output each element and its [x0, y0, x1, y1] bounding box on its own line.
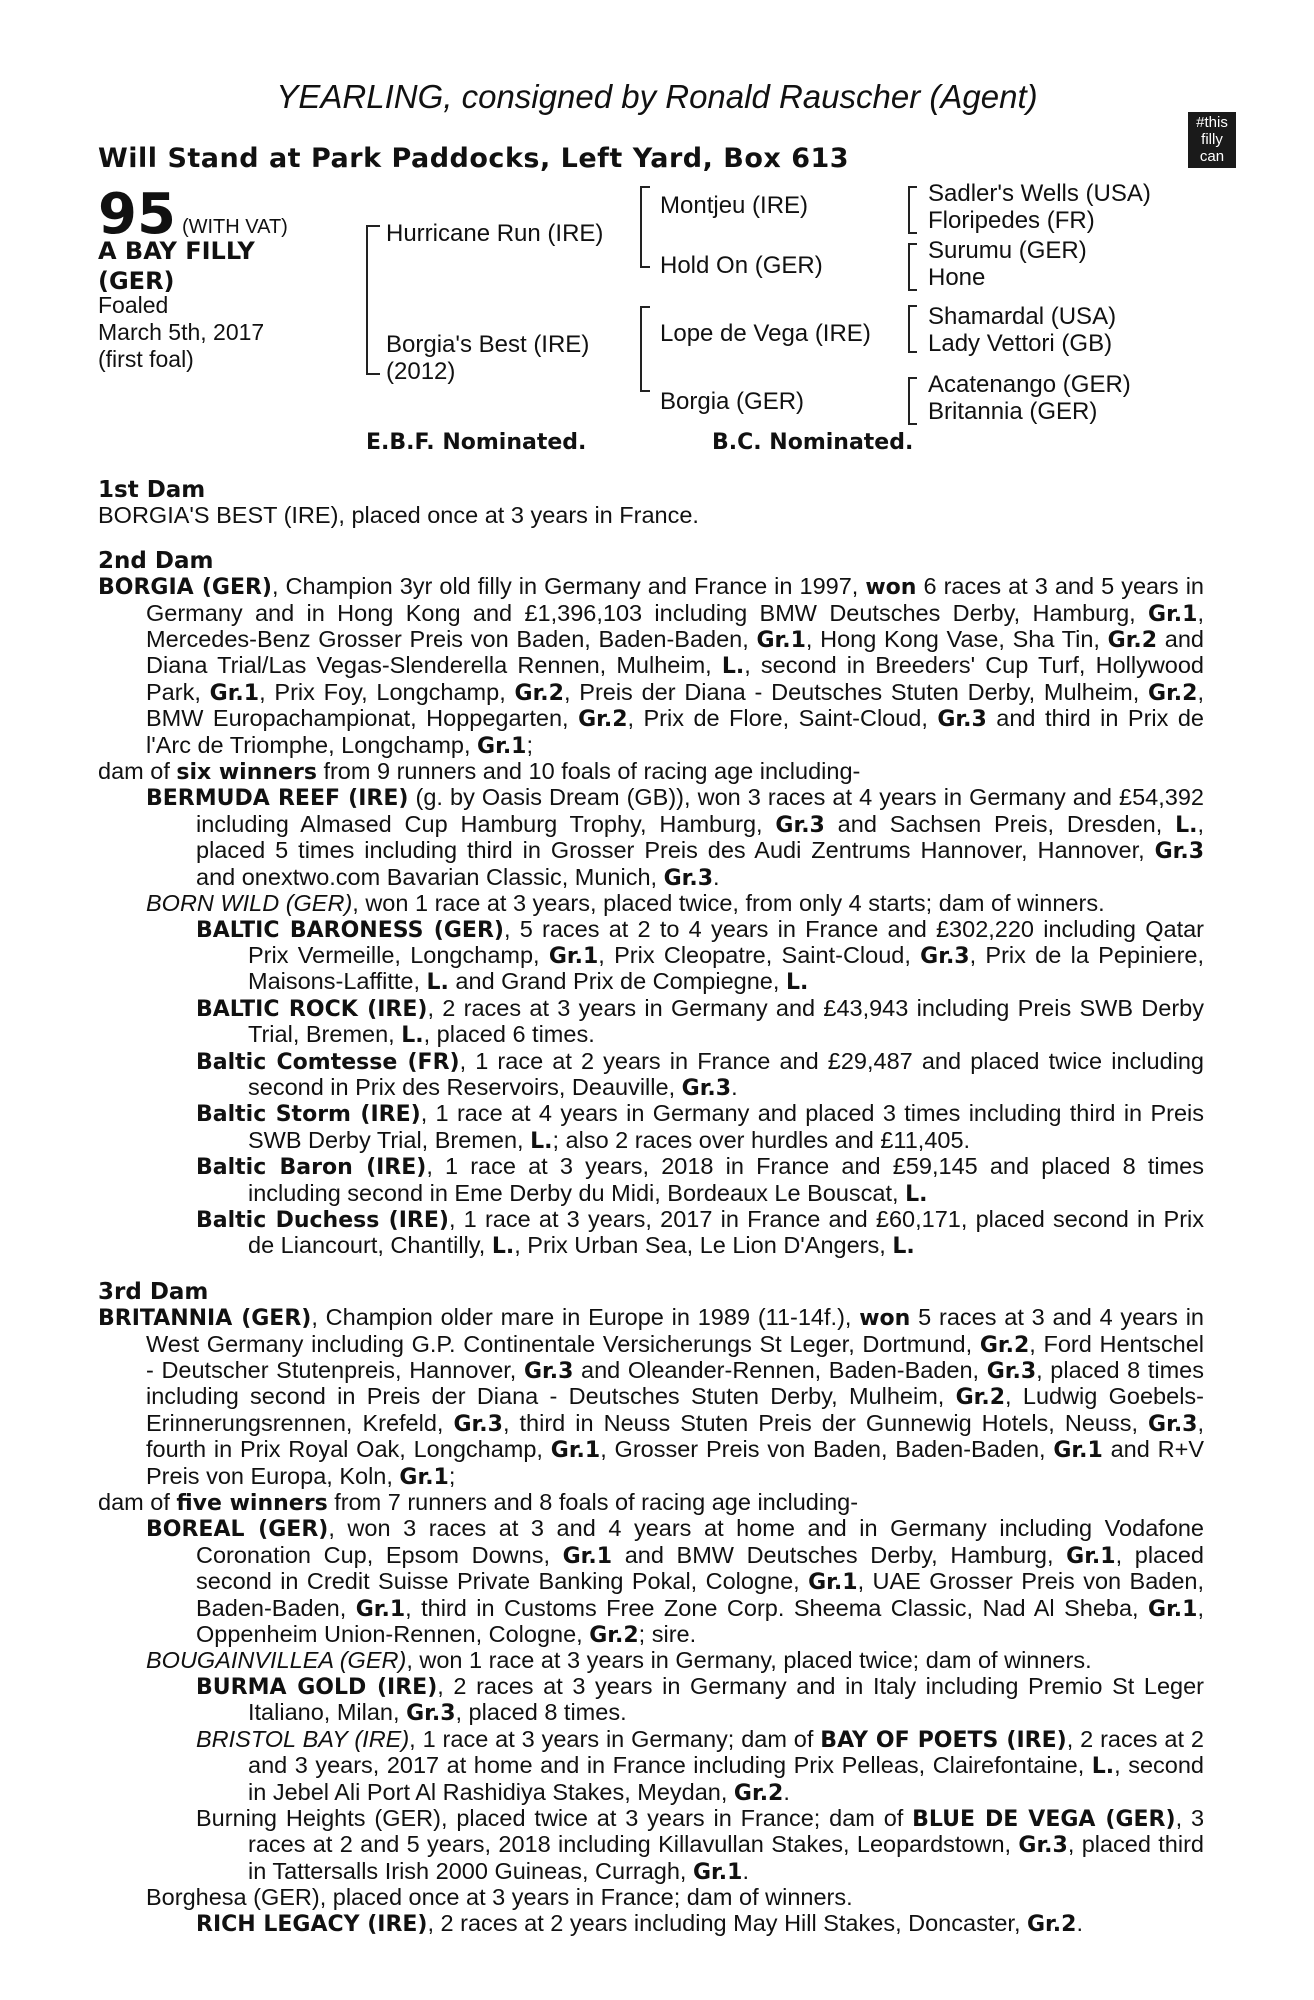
- dam-sire: Lope de Vega (IRE): [660, 320, 871, 347]
- pedigree-notes: [98, 478, 1204, 1937]
- this-filly-can-logo: #this filly can: [1188, 112, 1236, 168]
- progeny-entry: BORN WILD (GER), won 1 race at 3 years, placed twice, from only 4 starts; dam of winners.: [146, 890, 1105, 917]
- pedigree-brace-1: [366, 225, 380, 375]
- progeny-entry: BALTIC ROCK (IRE), 2 races at 3 years in Germany and £43,943 including Preis SWB Derby Trial, Bremen, L., placed 6 times.: [196, 994, 1204, 1049]
- third-dam-dam-of: dam of five winners from 7 runners and 8 foals of racing age including-: [98, 1489, 859, 1517]
- progeny-entry: Burning Heights (GER), placed twice at 3 years in France; dam of BLUE DE VEGA (GER), 3 races at 2 and 5 years, 2018 including Killavullan Stakes, Leopardstown, Gr.3, placed third in Tattersalls Irish 2000 Guineas, Curragh, Gr.1.: [196, 1804, 1205, 1885]
- sire-dam-sire: Surumu (GER): [928, 237, 1087, 264]
- pedigree-brace-2b: [640, 306, 650, 392]
- progeny-entry: Baltic Storm (IRE), 1 race at 4 years in Germany and placed 3 times including third in Preis SWB Derby Trial, Bremen, L.; also 2 races over hurdles and £11,405.: [196, 1100, 1204, 1154]
- dam-name: Borgia's Best (IRE): [386, 331, 590, 358]
- pedigree-brace-2a: [640, 186, 650, 268]
- progeny-entry: BOUGAINVILLEA (GER), won 1 race at 3 years in Germany, placed twice; dam of winners.: [146, 1647, 1092, 1674]
- foaling-info: Foaled March 5th, 2017 (first foal): [98, 292, 265, 372]
- horse-description: A BAY FILLY (GER): [98, 237, 255, 295]
- second-dam-text: BORGIA (GER), Champion 3yr old filly in Germany and France in 1997, won 6 races at 3 and 5 years in Germany and in Hong Kong and £1,396,103 including BMW Deutsches Derby, Hamburg, Gr.1, Mercedes-Benz Grosser Preis von Baden, Baden-Baden, Gr.1, Hong Kong Vase, Sha Tin, Gr.2 and Diana Trial/Las Vegas-Slenderella Rennen, Mulheim, L., second in Breeders' Cup Turf, Hollywood Park, Gr.1, Prix Foy, Longchamp, Gr.2, Preis der Diana - Deutsches Stuten Derby, Mulheim, Gr.2, BMW Europachampionat, Hoppegarten, Gr.2, Prix de Flore, Saint-Cloud, Gr.3 and third in Prix de l'Arc de Triomphe, Longchamp, Gr.1;: [98, 573, 1205, 759]
- sire-dam: Hold On (GER): [660, 252, 823, 279]
- bc-nomination: B.C. Nominated.: [712, 430, 914, 455]
- sire-sire-sire: Sadler's Wells (USA): [928, 180, 1151, 207]
- progeny-entry: BOREAL (GER), won 3 races at 3 and 4 years at home and in Germany including Vodafone Coronation Cup, Epsom Downs, Gr.1 and BMW Deutsches Derby, Hamburg, Gr.1, placed second in Credit Suisse Private Banking Pokal, Cologne, Gr.1, UAE Grosser Preis von Baden, Baden-Baden, Gr.1, third in Customs Free Zone Corp. Sheema Classic, Nad Al Sheba, Gr.1, Oppenheim Union-Rennen, Cologne, Gr.2; sire.: [146, 1515, 1205, 1649]
- first-dam-heading: 1st Dam: [98, 477, 206, 503]
- third-dam-heading: 3rd Dam: [98, 1278, 209, 1305]
- third-dam-text: BRITANNIA (GER), Champion older mare in Europe in 1989 (11-14f.), won 5 races at 3 and 4 years in West Germany including G.P. Continentale Versicherungs St Leger, Dortmund, Gr.2, Ford Hentschel - Deutscher Stutenpreis, Hannover, Gr.3 and Oleander-Rennen, Baden-Baden, Gr.3, placed 8 times including second in Preis der Diana - Deutsches Stuten Derby, Mulheim, Gr.2, Ludwig Goebels-Erinnerungsrennen, Krefeld, Gr.3, third in Neuss Stuten Preis der Gunnewig Hotels, Neuss, Gr.3, fourth in Prix Royal Oak, Longchamp, Gr.1, Grosser Preis von Baden, Baden-Baden, Gr.1 and R+V Preis von Europa, Koln, Gr.1;: [98, 1304, 1205, 1490]
- consignment-header: YEARLING, consigned by Ronald Rauscher (Agent): [276, 78, 1038, 115]
- progeny-entry: Borghesa (GER), placed once at 3 years in France; dam of winners.: [146, 1884, 853, 1911]
- dam-dam-sire: Acatenango (GER): [928, 371, 1131, 398]
- pedigree-brace-3b: [908, 243, 917, 291]
- pedigree-brace-3a: [908, 186, 917, 234]
- dam-sire-dam: Lady Vettori (GB): [928, 330, 1113, 357]
- vat-note: (WITH VAT): [181, 216, 288, 238]
- progeny-entry: BALTIC BARONESS (GER), 5 races at 2 to 4 years in France and £302,220 including Qatar Prix Vermeille, Longchamp, Gr.1, Prix Cleopatre, Saint-Cloud, Gr.3, Prix de la Pepiniere, Maisons-Laffitte, L. and Grand Prix de Compiegne, L.: [196, 915, 1204, 996]
- pedigree-brace-3c: [908, 305, 917, 353]
- sire-dam-dam: Hone: [928, 264, 986, 291]
- progeny-entry: BERMUDA REEF (IRE) (g. by Oasis Dream (GB)), won 3 races at 4 years in Germany and £54,392 including Almased Cup Hamburg Trophy, Hamburg, Gr.3 and Sachsen Preis, Dresden, L., placed 5 times including third in Grosser Preis des Audi Zentrums Hannover, Hannover, Gr.3 and onextwo.com Bavarian Classic, Munich, Gr.3.: [146, 784, 1204, 891]
- second-dam-heading: 2nd Dam: [98, 547, 214, 574]
- progeny-entry: BURMA GOLD (IRE), 2 races at 3 years in Germany and in Italy including Premio St Leger Italiano, Milan, Gr.3, placed 8 times.: [196, 1672, 1204, 1727]
- stand-location: Will Stand at Park Paddocks, Left Yard, Box 613: [98, 143, 850, 174]
- sire-sire: Montjeu (IRE): [660, 192, 809, 219]
- pedigree-brace-3d: [908, 377, 917, 425]
- dam-dam: Borgia (GER): [660, 388, 805, 415]
- dam-sire-sire: Shamardal (USA): [928, 303, 1117, 330]
- second-dam-dam-of: dam of six winners from 9 runners and 10 foals of racing age including-: [98, 758, 861, 786]
- ebf-nomination: E.B.F. Nominated.: [366, 430, 587, 455]
- sire-name: Hurricane Run (IRE): [386, 220, 604, 247]
- progeny-entry: Baltic Comtesse (FR), 1 race at 2 years in France and £29,487 and placed twice including second in Prix des Reservoirs, Deauville, Gr.3.: [196, 1047, 1204, 1101]
- dam-year: (2012): [386, 358, 456, 385]
- progeny-entry: BRISTOL BAY (IRE), 1 race at 3 years in Germany; dam of BAY OF POETS (IRE), 2 races at 2 and 3 years, 2017 at home and in France including Prix Pelleas, Clairefontaine, L., second in Jebel Ali Port Al Rashidiya Stakes, Meydan, Gr.2.: [196, 1725, 1204, 1806]
- sire-sire-dam: Floripedes (FR): [928, 207, 1095, 234]
- dam-dam-dam: Britannia (GER): [928, 398, 1098, 425]
- first-dam-text: BORGIA'S BEST (IRE), placed once at 3 years in France.: [98, 502, 699, 529]
- progeny-entry: Baltic Baron (IRE), 1 race at 3 years, 2018 in France and £59,145 and placed 8 times including second in Eme Derby du Midi, Bordeaux Le Bouscat, L.: [196, 1153, 1204, 1207]
- progeny-entry: Baltic Duchess (IRE), 1 race at 3 years, 2017 in France and £60,171, placed second in Prix de Liancourt, Chantilly, L., Prix Urban Sea, Le Lion D'Angers, L.: [196, 1205, 1204, 1260]
- lot-number: 95: [98, 182, 176, 247]
- progeny-entry: RICH LEGACY (IRE), 2 races at 2 years including May Hill Stakes, Doncaster, Gr.2.: [196, 1909, 1083, 1937]
